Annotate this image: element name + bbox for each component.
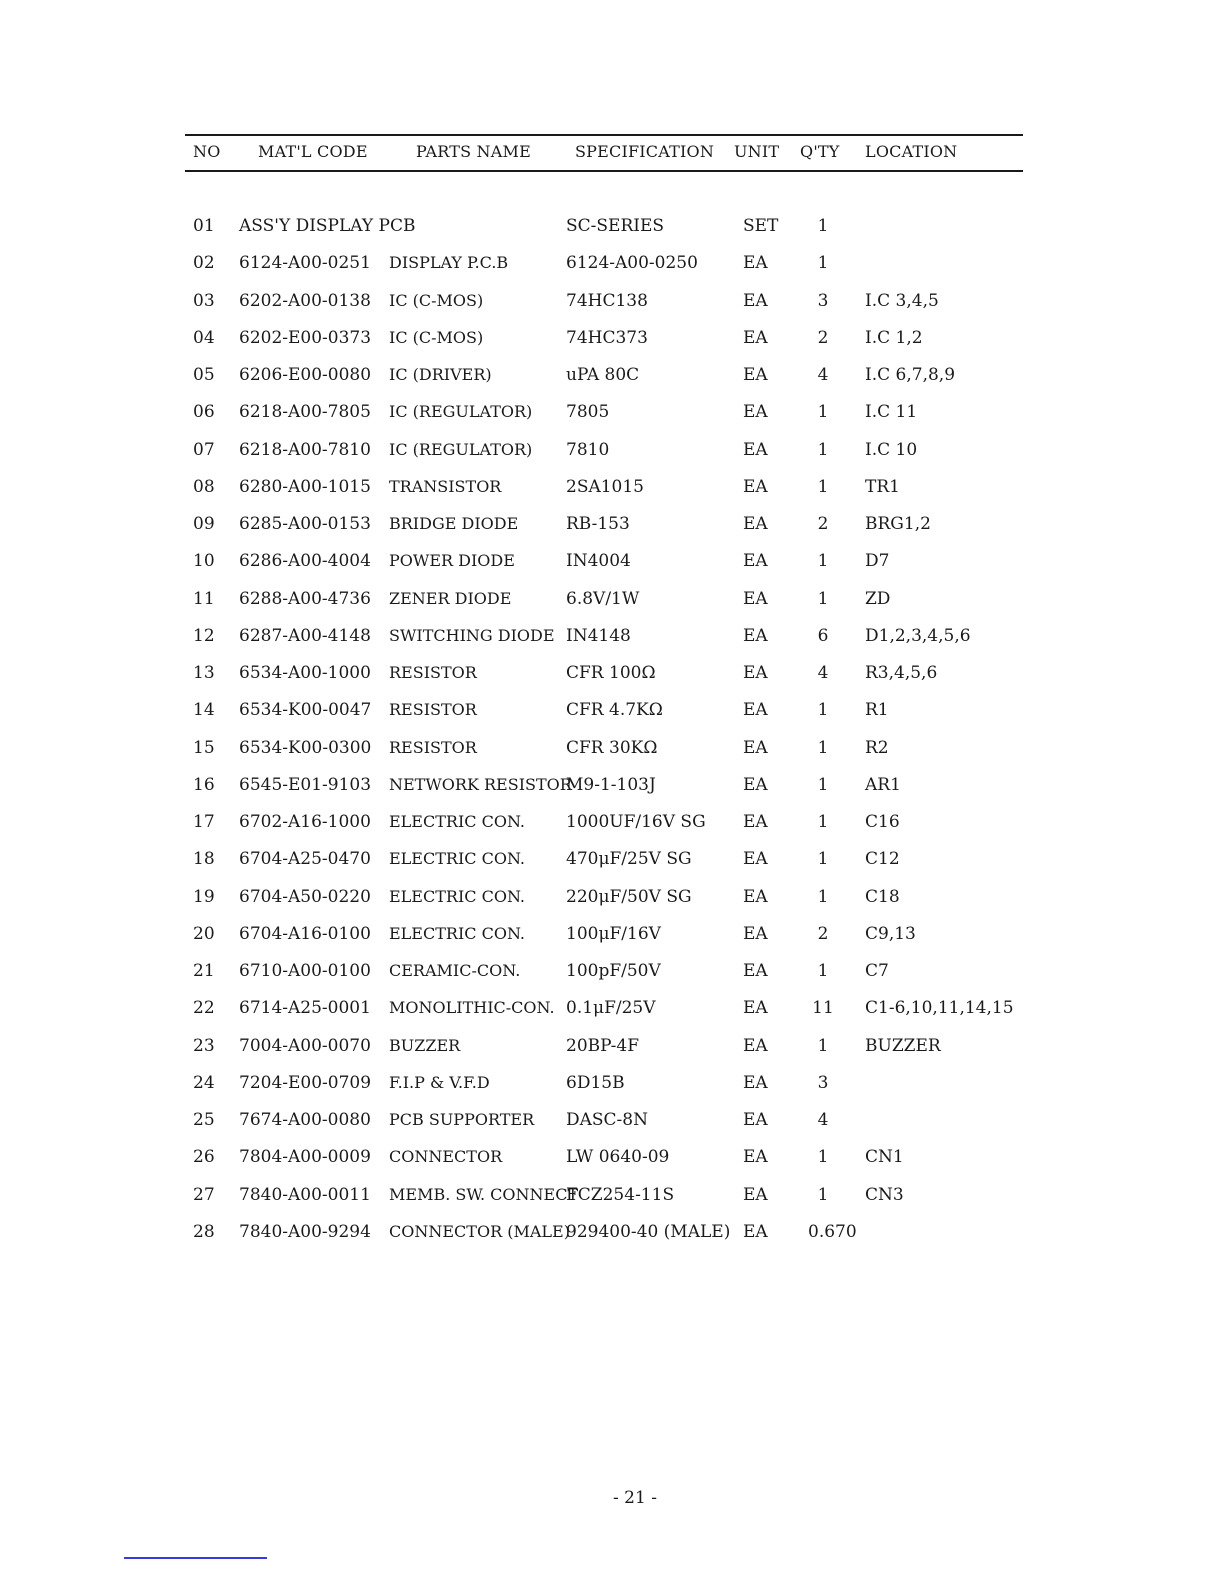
header-specification: SPECIFICATION — [575, 142, 715, 161]
row-no: 14 — [193, 700, 215, 721]
row-specification: 220μF/50V SG — [566, 886, 692, 907]
row-specification: M9-1-103J — [566, 774, 656, 795]
table-row — [0, 1177, 1224, 1214]
row-mat-code: 6702-A16-1000 — [239, 812, 371, 832]
row-specification: 100μF/16V — [566, 923, 661, 944]
row-unit: EA — [743, 849, 768, 870]
table-row — [0, 841, 1224, 878]
footer-link-underline — [124, 1557, 267, 1559]
row-mat-code: 6710-A00-0100 — [239, 961, 371, 981]
row-no: 25 — [193, 1110, 215, 1130]
row-unit: EA — [743, 551, 768, 572]
row-no: 15 — [193, 737, 215, 758]
row-parts-name: ELECTRIC CON. — [389, 886, 526, 906]
table-row — [0, 357, 1224, 394]
row-unit: EA — [743, 700, 768, 721]
row-mat-code: 6704-A25-0470 — [239, 849, 371, 870]
row-parts-name: MONOLITHIC-CON. — [389, 998, 555, 1018]
row-no: 05 — [193, 365, 215, 385]
row-qty: 1 — [817, 961, 829, 981]
row-location: I.C 1,2 — [865, 327, 923, 348]
row-qty: 4 — [817, 663, 829, 683]
row-parts-name: F.I.P & V.F.D — [389, 1072, 490, 1092]
table-row — [0, 506, 1224, 543]
row-specification: 929400-40 (MALE) — [566, 1221, 731, 1242]
row-parts-name: ELECTRIC CON. — [389, 812, 526, 831]
table-row — [0, 432, 1224, 469]
table-row — [0, 916, 1224, 953]
row-location: C1-6,10,11,14,15 — [865, 998, 1014, 1019]
row-mat-code: 6534-K00-0047 — [239, 700, 372, 721]
row-parts-name: BRIDGE DIODE — [389, 514, 519, 533]
row-location: I.C 11 — [865, 402, 918, 423]
row-unit: EA — [743, 1072, 768, 1093]
row-parts-name: SWITCHING DIODE — [389, 625, 555, 645]
row-unit: EA — [743, 737, 768, 758]
row-mat-code: 7840-A00-0011 — [239, 1184, 371, 1205]
row-specification: DASC-8N — [566, 1110, 648, 1130]
row-location: D1,2,3,4,5,6 — [865, 625, 971, 646]
row-unit: EA — [743, 290, 768, 311]
row-no: 03 — [193, 290, 215, 311]
row-unit: EA — [743, 663, 768, 683]
row-specification: 1000UF/16V SG — [566, 812, 706, 832]
table-row — [0, 879, 1224, 916]
row-specification: 0.1μF/25V — [566, 998, 656, 1019]
row-qty: 1 — [817, 849, 829, 870]
table-row — [0, 692, 1224, 729]
row-qty: 1 — [817, 402, 829, 423]
row-mat-code: 6124-A00-0251 — [239, 253, 371, 274]
row-location: BRG1,2 — [865, 514, 931, 534]
row-specification: CFR 4.7KΩ — [566, 700, 663, 721]
row-qty: 1 — [817, 886, 829, 907]
row-qty: 1 — [817, 588, 829, 609]
row-specification: 7805 — [566, 402, 610, 423]
row-no: 07 — [193, 439, 215, 460]
table-row — [0, 283, 1224, 320]
table-row — [0, 767, 1224, 804]
row-qty: 6 — [817, 625, 829, 646]
row-specification: LW 0640-09 — [566, 1147, 670, 1168]
row-parts-name: CERAMIC-CON. — [389, 961, 521, 980]
row-qty: 4 — [817, 1110, 829, 1130]
row-specification: CFR 30KΩ — [566, 737, 658, 758]
row-parts-name: IC (C-MOS) — [389, 290, 484, 310]
row-unit: EA — [743, 327, 768, 348]
table-row — [0, 1065, 1224, 1102]
row-unit: EA — [743, 1184, 768, 1205]
row-parts-name: CONNECTOR (MALE) — [389, 1221, 570, 1241]
row-no: 22 — [193, 998, 215, 1019]
row-no: 23 — [193, 1035, 215, 1056]
row-unit: EA — [743, 998, 768, 1019]
row-specification: 20BP-4F — [566, 1035, 639, 1056]
row-no: 09 — [193, 514, 215, 534]
row-no: 06 — [193, 402, 215, 423]
row-qty: 2 — [817, 514, 829, 534]
row-parts-name: IC (REGULATOR) — [389, 402, 533, 422]
row-unit: EA — [743, 886, 768, 907]
row-unit: EA — [743, 774, 768, 795]
row-mat-code: 6545-E01-9103 — [239, 774, 372, 795]
row-location: AR1 — [865, 774, 901, 795]
row-mat-code: 6534-A00-1000 — [239, 663, 371, 683]
row-no: 01 — [193, 216, 215, 236]
row-mat-code: 6287-A00-4148 — [239, 625, 371, 646]
row-no: 12 — [193, 625, 215, 646]
row-qty: 11 — [812, 998, 834, 1019]
table-row — [0, 953, 1224, 990]
table-row — [0, 655, 1224, 692]
table-row — [0, 1102, 1224, 1139]
row-no: 18 — [193, 849, 215, 870]
row-qty: 1 — [817, 439, 829, 460]
row-unit: SET — [743, 216, 779, 236]
row-unit: EA — [743, 1110, 768, 1130]
row-parts-name: MEMB. SW. CONNECT — [389, 1184, 579, 1204]
row-specification: IN4148 — [566, 625, 631, 646]
row-location: I.C 10 — [865, 439, 918, 460]
row-specification: 7810 — [566, 439, 610, 460]
row-specification: IN4004 — [566, 551, 631, 572]
row-location: R1 — [865, 700, 889, 721]
row-mat-code: 6218-A00-7810 — [239, 439, 371, 460]
table-row — [0, 1139, 1224, 1176]
row-location: CN1 — [865, 1147, 904, 1168]
row-mat-code: 7004-A00-0070 — [239, 1035, 371, 1056]
row-mat-code: 6202-E00-0373 — [239, 327, 372, 348]
table-row — [0, 245, 1224, 282]
row-no: 02 — [193, 253, 215, 274]
row-no: 16 — [193, 774, 215, 795]
row-mat-code: 7674-A00-0080 — [239, 1110, 371, 1130]
row-no: 17 — [193, 812, 215, 832]
row-qty: 1 — [817, 1035, 829, 1056]
row-location: ZD — [865, 588, 891, 609]
row-qty: 1 — [817, 774, 829, 795]
row-no: 26 — [193, 1147, 215, 1168]
row-specification: CFR 100Ω — [566, 663, 656, 683]
header-unit: UNIT — [734, 142, 780, 161]
row-unit: EA — [743, 365, 768, 385]
row-parts-name: NETWORK RESISTOR — [389, 774, 572, 794]
row-no: 24 — [193, 1072, 215, 1093]
row-parts-name: TRANSISTOR — [389, 476, 502, 496]
table-row — [0, 1028, 1224, 1065]
row-parts-name: CONNECTOR — [389, 1147, 503, 1167]
row-mat-code: 6534-K00-0300 — [239, 737, 372, 758]
row-mat-code: 6206-E00-0080 — [239, 365, 372, 385]
row-mat-code: 6218-A00-7805 — [239, 402, 371, 423]
header-location: LOCATION — [865, 142, 958, 161]
row-specification: 74HC373 — [566, 327, 648, 348]
row-unit: EA — [743, 961, 768, 981]
row-no: 27 — [193, 1184, 215, 1205]
row-specification: 100pF/50V — [566, 961, 661, 981]
row-unit: EA — [743, 923, 768, 944]
row-unit: EA — [743, 812, 768, 832]
row-location: C16 — [865, 812, 900, 832]
row-qty: 1 — [817, 737, 829, 758]
row-qty: 1 — [817, 700, 829, 721]
row-specification: SC-SERIES — [566, 216, 665, 236]
row-specification: FCZ254-11S — [566, 1184, 675, 1205]
row-mat-code: 6202-A00-0138 — [239, 290, 371, 311]
row-mat-code: 7840-A00-9294 — [239, 1221, 371, 1242]
table-row — [0, 469, 1224, 506]
row-mat-code: 6285-A00-0153 — [239, 514, 371, 534]
row-parts-name: RESISTOR — [389, 700, 477, 720]
table-row — [0, 320, 1224, 357]
row-unit: EA — [743, 625, 768, 646]
row-mat-code: 6714-A25-0001 — [239, 998, 371, 1019]
row-parts-name: BUZZER — [389, 1035, 461, 1055]
row-qty: 3 — [817, 290, 829, 311]
page-number: - 21 - — [613, 1488, 657, 1508]
row-location: R3,4,5,6 — [865, 663, 938, 683]
row-parts-name: RESISTOR — [389, 663, 477, 682]
row-unit: EA — [743, 1221, 768, 1242]
row-qty: 1 — [817, 216, 829, 236]
row-mat-code: 7804-A00-0009 — [239, 1147, 371, 1168]
row-no: 11 — [193, 588, 215, 609]
row-qty: 4 — [817, 365, 829, 385]
row-location: I.C 6,7,8,9 — [865, 365, 956, 385]
row-mat-code: 6286-A00-4004 — [239, 551, 371, 572]
row-parts-name: IC (DRIVER) — [389, 365, 492, 384]
row-unit: EA — [743, 439, 768, 460]
row-no: 21 — [193, 961, 215, 981]
row-mat-code: 6704-A16-0100 — [239, 923, 371, 944]
parts-table-body — [0, 208, 1224, 1251]
row-qty: 3 — [817, 1072, 829, 1093]
row-qty: 1 — [817, 476, 829, 497]
row-parts-name: POWER DIODE — [389, 551, 515, 571]
header-qty: Q'TY — [800, 142, 840, 161]
row-specification: 470μF/25V SG — [566, 849, 692, 870]
row-qty: 2 — [817, 923, 829, 944]
row-location: TR1 — [865, 476, 900, 497]
row-mat-code: 6288-A00-4736 — [239, 588, 371, 609]
row-unit: EA — [743, 588, 768, 609]
row-parts-name: ELECTRIC CON. — [389, 923, 526, 943]
row-location: BUZZER — [865, 1035, 941, 1056]
row-parts-name: PCB SUPPORTER — [389, 1110, 535, 1129]
row-qty: 0.670 — [808, 1221, 857, 1242]
table-row — [0, 1214, 1224, 1251]
row-unit: EA — [743, 1035, 768, 1056]
row-no: 28 — [193, 1221, 215, 1242]
header-no: NO — [193, 142, 221, 161]
row-specification: 6D15B — [566, 1072, 625, 1093]
row-parts-name: ZENER DIODE — [389, 588, 512, 608]
row-no: 13 — [193, 663, 215, 683]
row-specification: RB-153 — [566, 514, 630, 534]
row-qty: 1 — [817, 812, 829, 832]
row-location: C18 — [865, 886, 900, 907]
row-mat-code: 6704-A50-0220 — [239, 886, 371, 907]
row-unit: EA — [743, 253, 768, 274]
row-specification: 6.8V/1W — [566, 588, 640, 609]
row-no: 08 — [193, 476, 215, 497]
row-unit: EA — [743, 476, 768, 497]
row-location: C9,13 — [865, 923, 916, 944]
row-specification: uPA 80C — [566, 365, 640, 385]
row-mat-code: ASS'Y DISPLAY PCB — [239, 216, 416, 236]
header-mat-code: MAT'L CODE — [258, 142, 368, 161]
table-row — [0, 618, 1224, 655]
row-unit: EA — [743, 402, 768, 423]
table-row — [0, 394, 1224, 431]
row-location: C7 — [865, 961, 889, 981]
row-qty: 1 — [817, 253, 829, 274]
row-specification: 6124-A00-0250 — [566, 253, 698, 274]
row-location: CN3 — [865, 1184, 904, 1205]
row-unit: EA — [743, 514, 768, 534]
header-parts-name: PARTS NAME — [416, 142, 531, 161]
row-no: 19 — [193, 886, 215, 907]
row-specification: 2SA1015 — [566, 476, 645, 497]
table-row — [0, 804, 1224, 841]
row-location: R2 — [865, 737, 889, 758]
row-location: D7 — [865, 551, 890, 572]
table-row — [0, 543, 1224, 580]
table-header-rule — [185, 170, 1023, 172]
row-qty: 1 — [817, 1147, 829, 1168]
table-header — [0, 134, 1224, 170]
row-mat-code: 6280-A00-1015 — [239, 476, 371, 497]
row-parts-name: DISPLAY P.C.B — [389, 253, 509, 273]
row-qty: 2 — [817, 327, 829, 348]
table-row — [0, 730, 1224, 767]
row-location: C12 — [865, 849, 900, 870]
table-row — [0, 990, 1224, 1027]
row-parts-name: IC (C-MOS) — [389, 327, 484, 347]
row-parts-name: ELECTRIC CON. — [389, 849, 526, 869]
row-parts-name: IC (REGULATOR) — [389, 439, 533, 459]
row-parts-name: RESISTOR — [389, 737, 477, 757]
row-no: 10 — [193, 551, 215, 572]
table-row — [0, 208, 1224, 245]
row-unit: EA — [743, 1147, 768, 1168]
table-row — [0, 581, 1224, 618]
row-mat-code: 7204-E00-0709 — [239, 1072, 372, 1093]
row-no: 20 — [193, 923, 215, 944]
row-location: I.C 3,4,5 — [865, 290, 939, 311]
row-qty: 1 — [817, 551, 829, 572]
row-qty: 1 — [817, 1184, 829, 1205]
row-no: 04 — [193, 327, 215, 348]
row-specification: 74HC138 — [566, 290, 648, 311]
